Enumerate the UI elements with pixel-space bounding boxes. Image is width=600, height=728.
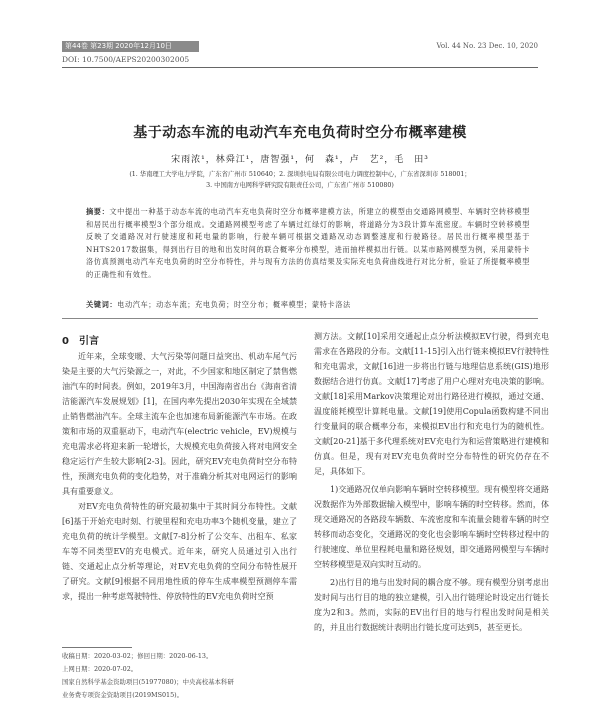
footnote-funding-1: 国家自然科学基金资助项目(51977080)；中央高校基本科研 [62,678,234,686]
paragraph: 2)出行目的地与出发时间的耦合度不够。现有模型分别考虑出发时间与出行目的地的独立建模，引入出行链理论时设定出行链长度为2和3。然而，实际的EV出行目的地与行程出发时间是相关的，并且出行数据统计表明出行链长度可达到5，甚至更长。 [314,578,549,632]
authors: 宋雨浓¹，林舜江¹，唐智强¹，何 森¹，卢 艺²，毛 田³ [171,155,429,165]
footnote-received: 收稿日期：2020-03-02；修回日期：2020-06-13。 [62,652,213,660]
journal-header-right: Vol. 44 No. 23 Dec. 10, 2020 [436,42,538,50]
keywords-label: 关键词： [86,300,118,309]
abstract-rule [62,318,538,319]
paragraph: 1)交通路况仅单向影响车辆时空转移模型。现有模型将交通路况数据作为外部数据输入模型中，影响车辆的时空转移。然而，体现交通路况的各路段车辆数、车流密度和车流量会随着车辆的时空转移而动态变化，交通路况的变化也会影响车辆时空转移过程中的行驶速度、单位里程耗电量和路径规划，即交通路网模型与车辆时空转移模型是双向实时互动的。 [314,485,549,569]
keywords [86,299,530,311]
footnote-rule [62,647,132,648]
doi: DOI: 10.7500/AEPS20200302005 [62,55,190,64]
keywords-text: 电动汽车；动态车流；充电负荷；时空分布；概率模型；蒙特卡洛法 [117,300,351,309]
abstract [86,206,530,282]
right-column [314,329,549,638]
abstract-label: 摘要： [86,207,110,216]
abstract-text: 文中提出一种基于动态车流的电动汽车充电负荷时空分布概率建模方法，所建立的模型由交通路网模型、车辆时空转移模型和居民出行概率模型3个部分组成。交通路网模型考虑了车辆过红绿灯的影响，将道路分为3段计算车流密度。车辆时空转移模型反映了交通路况对行驶速度和耗电量的影响，行驶车辆可根据交通路况动态调整速度和行驶路径。居民出行概率模型基于NHTS2017数据集，得到出行目的地和出发时间的联合概率分布模型，进而抽样模拟出行链。以某市路网模型为例，采用蒙特卡洛仿真预测电动汽车充电负荷的时空分布特性，并与现有方法的仿真结果及实际充电负荷曲线进行对比分析，验证了所提概率模型的正确性和有效性。 [86,207,530,279]
affiliation-line-1: (1. 华南理工大学电力学院，广东省广州市 510640；2. 深圳供电局有限公司电力调度控制中心，广东省深圳市 518001； [129,171,471,178]
left-column [62,349,297,604]
footnote-online: 上网日期：2020-07-02。 [62,665,138,673]
affiliation-line-2: 3. 中国南方电网科学研究院有限责任公司，广东省广州市 510080) [206,182,394,189]
header-rule [62,67,538,68]
footnote-funding-2: 业务费专项资金资助项目(2019MS015)。 [62,691,184,699]
journal-header-band: 第44卷 第23期 2020年12月10日 [62,41,199,52]
paragraph: 对EV充电负荷特性的研究最初集中于其时间分布特性。文献[6]基于开始充电时刻、行驶里程和充电功率3个随机变量，建立了充电负荷的统计学模型。文献[7-8]分析了公交车、出租车、私家车等不同类型EV的充电模式。近年来，研究人员通过引入出行链、交通起止点分析等理论，对EV充电负荷的空间分布特性展开了研究。文献[9]根据不同用地性质的停车生成率模型预测停车需求，提出一种考虑驾驶特性、停放特性的EV充电负荷时空预 [62,502,297,601]
paper-title: 基于动态车流的电动汽车充电负荷时空分布概率建模 [133,125,467,141]
paragraph: 近年来，全球变暖、大气污染等问题日益突出、机动车尾气污染是主要的大气污染源之一，对此，不少国家和地区制定了禁售燃油汽车的时间表。例如，2019年3月，中国海南省出台《海南省清洁能源汽车发展规划》[1]，在国内率先提出2030年实现在全域禁止销售燃油汽车。全球主流车企也加速布局新能源汽车市场。在政策和市场的双重驱动下，电动汽车(electric vehicle，EV)规模与充电需求必将迎来新一轮增长，大规模充电负荷接入将对电网安全稳定运行产生较大影响[2-3]。因此，研究EV充电负荷时空分布特性，预测充电负荷的变化趋势，对于准确分析其对电网运行的影响具有重要意义。 [62,352,297,496]
section-heading: 0 引言 [62,336,99,347]
paragraph: 测方法。文献[10]采用交通起止点分析法模拟EV行驶，得到充电需求在各路段的分布。文献[11-15]引入出行链来模拟EV行驶特性和充电需求，文献[16]进一步将出行链与地理信息系统(GIS)地形数据结合进行仿真。文献[17]考虑了用户心理对充电决策的影响。文献[18]采用Markov决策理论对出行路径进行模拟，通过交通、温度能耗模型计算耗电量。文献[19]使用Copula函数构建不同出行变量间的联合概率分布，来模拟EV出行和充电行为的随机性。文献[20-21]基于多代理系统对EV充电行为和运营策略进行建模和仿真。但是，现有对EV充电负荷时空分布特性的研究仍存在不足，具体如下。 [314,332,549,476]
